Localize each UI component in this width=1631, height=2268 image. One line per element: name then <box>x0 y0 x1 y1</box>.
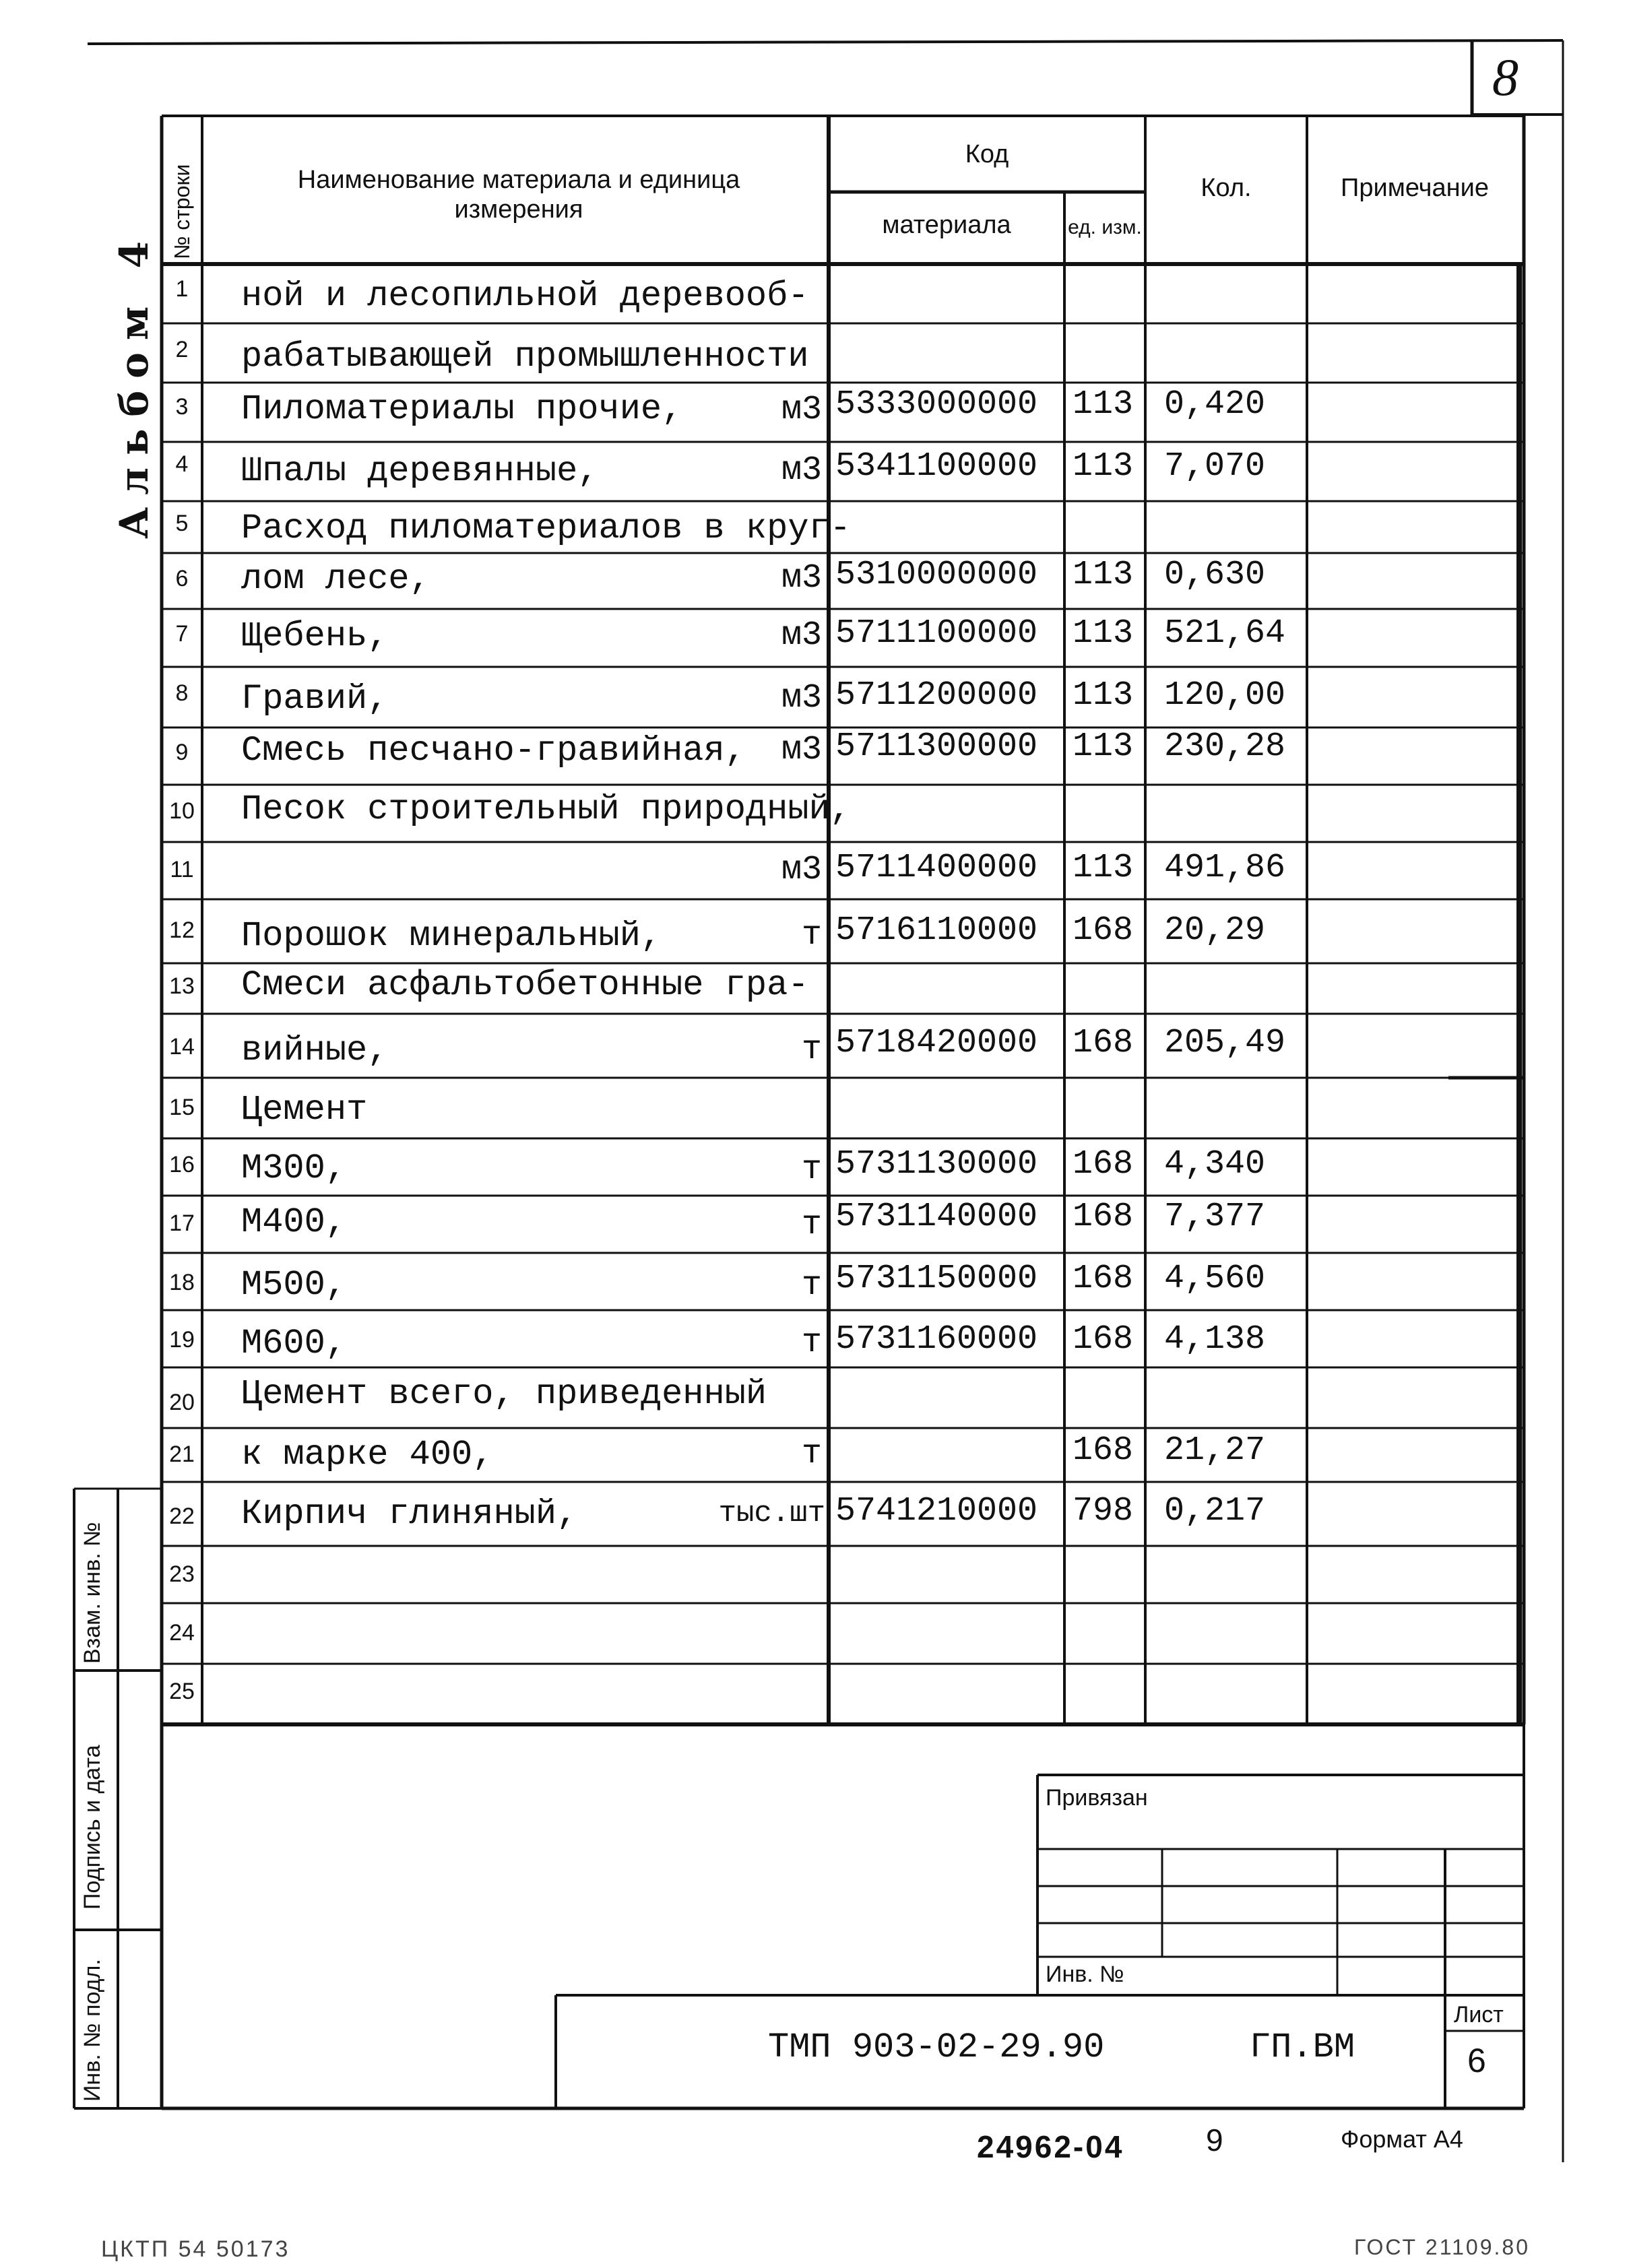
material-code: 5711100000 <box>835 614 1038 653</box>
row-number: 19 <box>169 1327 195 1353</box>
material-name: Пиломатериалы прочие, <box>241 389 683 429</box>
title-inv-no: Инв. № <box>1046 1962 1124 1987</box>
material-code: 5711400000 <box>835 849 1038 887</box>
row-number: 7 <box>175 621 189 647</box>
material-code: 5731150000 <box>835 1260 1038 1298</box>
material-code: 5731130000 <box>835 1145 1038 1184</box>
row-number: 13 <box>169 973 195 999</box>
row-number: 25 <box>169 1679 195 1704</box>
unit-label: м3 <box>781 679 822 717</box>
header-note: Примечание <box>1341 174 1489 203</box>
quantity: 7,377 <box>1164 1198 1266 1236</box>
row-number: 10 <box>169 798 195 824</box>
row-number: 20 <box>169 1390 195 1415</box>
header-code-unit: ед. изм. <box>1068 216 1142 238</box>
row-number: 2 <box>175 337 189 362</box>
bottom-left-stamp: ЦКТП 54 50173 <box>101 2236 290 2262</box>
row-number: 16 <box>169 1152 195 1177</box>
unit-label: тыс.шт <box>718 1497 825 1530</box>
quantity: 0,630 <box>1164 556 1266 594</box>
unit-code: 168 <box>1072 1431 1133 1470</box>
sheet-number: 6 <box>1467 2042 1486 2079</box>
material-code: 5711200000 <box>835 676 1038 715</box>
unit-code: 113 <box>1072 614 1133 653</box>
header-rownum: № строки <box>170 164 194 259</box>
material-name: вийные, <box>241 1031 389 1070</box>
material-code: 5731140000 <box>835 1198 1038 1236</box>
quantity: 0,217 <box>1164 1492 1266 1530</box>
material-name: Цемент <box>241 1090 368 1130</box>
header-code: Код <box>965 140 1009 169</box>
material-name: Смеси асфальтобетонные гра- <box>241 965 809 1005</box>
material-name: М300, <box>241 1148 347 1188</box>
material-name: Расход пиломатериалов в круг- <box>241 509 851 548</box>
quantity: 205,49 <box>1164 1024 1286 1062</box>
unit-code: 113 <box>1072 676 1133 715</box>
unit-label: т <box>801 1151 822 1189</box>
row-number: 11 <box>170 857 194 882</box>
row-number: 4 <box>175 451 189 477</box>
material-name: М400, <box>241 1202 347 1242</box>
unit-code: 168 <box>1072 1260 1133 1298</box>
material-name: Песок строительный природный, <box>241 789 851 829</box>
unit-label: т <box>801 1031 822 1069</box>
quantity: 521,64 <box>1164 614 1286 653</box>
material-code: 5341100000 <box>835 447 1038 486</box>
material-name: к марке 400, <box>241 1435 494 1475</box>
unit-label: м3 <box>781 731 822 769</box>
material-code: 5333000000 <box>835 385 1038 424</box>
unit-label: т <box>801 1206 822 1244</box>
material-code: 5731160000 <box>835 1320 1038 1359</box>
row-number: 24 <box>169 1620 195 1646</box>
material-code: 5310000000 <box>835 556 1038 594</box>
page-number: 9 <box>1206 2123 1223 2158</box>
quantity: 4,138 <box>1164 1320 1266 1359</box>
unit-label: т <box>801 916 822 954</box>
bottom-right-stamp: ГОСТ 21109.80 <box>1354 2235 1530 2259</box>
unit-label: т <box>801 1266 822 1305</box>
material-name: лом лесе, <box>241 559 430 599</box>
quantity: 491,86 <box>1164 849 1286 887</box>
unit-label: м3 <box>781 559 822 597</box>
row-number: 18 <box>169 1270 195 1295</box>
row-number: 17 <box>169 1210 195 1236</box>
material-code: 5716110000 <box>835 911 1038 950</box>
material-name: М600, <box>241 1324 347 1363</box>
row-number: 12 <box>169 917 195 943</box>
stamp-sign-date: Подпись и дата <box>79 1745 105 1910</box>
quantity: 4,560 <box>1164 1260 1266 1298</box>
material-name: Порошок минеральный, <box>241 916 662 956</box>
sheet-corner-number: 8 <box>1492 48 1518 106</box>
unit-code: 168 <box>1072 1024 1133 1062</box>
row-number: 8 <box>175 680 189 706</box>
quantity: 7,070 <box>1164 447 1266 486</box>
material-name: Гравий, <box>241 679 389 719</box>
format-label: Формат А4 <box>1341 2125 1463 2153</box>
material-name: Цемент всего, приведенный <box>241 1374 767 1414</box>
stamp-inv-podl: Инв. № подл. <box>79 1959 105 2102</box>
document-mark: ГП.ВМ <box>1250 2028 1355 2067</box>
material-name: Щебень, <box>241 616 389 656</box>
unit-code: 113 <box>1072 849 1133 887</box>
row-number: 3 <box>175 394 189 420</box>
sheet-label: Лист <box>1454 2002 1504 2028</box>
document-code: ТМП 903-02-29.90 <box>768 2028 1105 2067</box>
material-code: 5718420000 <box>835 1024 1038 1062</box>
material-code: 5741210000 <box>835 1492 1038 1530</box>
unit-code: 168 <box>1072 1320 1133 1359</box>
album-label: Альбом 4 <box>111 229 157 539</box>
unit-code: 168 <box>1072 1145 1133 1184</box>
unit-code: 113 <box>1072 556 1133 594</box>
material-name: Шпалы деревянные, <box>241 451 599 491</box>
quantity: 4,340 <box>1164 1145 1266 1184</box>
unit-label: м3 <box>781 391 822 429</box>
row-number: 14 <box>169 1034 195 1060</box>
row-number: 21 <box>169 1441 195 1467</box>
unit-code: 798 <box>1072 1492 1133 1530</box>
row-number: 5 <box>175 511 189 536</box>
quantity: 20,29 <box>1164 911 1266 950</box>
header-qty: Кол. <box>1201 174 1252 203</box>
unit-label: т <box>801 1324 822 1362</box>
row-number: 6 <box>175 566 189 591</box>
quantity: 230,28 <box>1164 727 1286 766</box>
quantity: 21,27 <box>1164 1431 1266 1470</box>
unit-label: м3 <box>781 451 822 490</box>
unit-code: 113 <box>1072 385 1133 424</box>
quantity: 0,420 <box>1164 385 1266 424</box>
order-number: 24962-04 <box>977 2129 1124 2164</box>
material-name: ной и лесопильной деревооб- <box>241 276 809 316</box>
header-name: Наименование материала и единица измерения <box>297 166 740 224</box>
unit-label: м3 <box>781 851 822 889</box>
row-number: 1 <box>175 276 189 302</box>
header-code-material: материала <box>882 211 1011 240</box>
row-number: 15 <box>169 1095 195 1120</box>
unit-label: т <box>801 1435 822 1473</box>
unit-label: м3 <box>781 616 822 655</box>
material-name: рабатывающей промышленности <box>241 337 809 377</box>
row-number: 23 <box>169 1561 195 1587</box>
material-name: Кирпич глиняный, <box>241 1494 578 1534</box>
unit-code: 168 <box>1072 911 1133 950</box>
stamp-vzam-inv: Взам. инв. № <box>79 1522 105 1664</box>
unit-code: 113 <box>1072 727 1133 766</box>
row-number: 22 <box>169 1503 195 1529</box>
quantity: 120,00 <box>1164 676 1286 715</box>
unit-code: 113 <box>1072 447 1133 486</box>
row-number: 9 <box>175 740 189 765</box>
material-name: М500, <box>241 1265 347 1305</box>
material-name: Смесь песчано-гравийная, <box>241 731 746 771</box>
unit-code: 168 <box>1072 1198 1133 1236</box>
material-code: 5711300000 <box>835 727 1038 766</box>
title-privyazan: Привязан <box>1046 1785 1148 1811</box>
